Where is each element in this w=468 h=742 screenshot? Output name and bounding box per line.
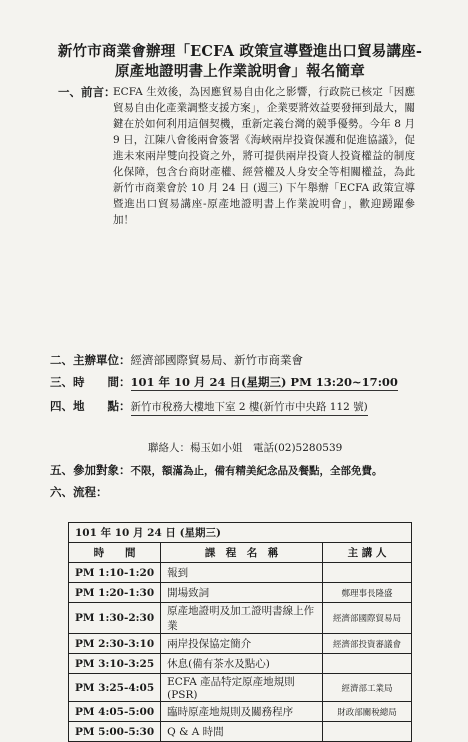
row-time: PM 2:30-3:10 (69, 634, 161, 654)
row-speaker (323, 654, 412, 674)
audience-label: 五、參加對象： (50, 463, 131, 477)
row-speaker (323, 563, 412, 583)
schedule-header-row (69, 543, 412, 563)
venue-row (50, 398, 368, 416)
row-speaker: 經濟部國際貿易局 (323, 603, 412, 634)
row-speaker: 經濟部工業局 (323, 674, 412, 702)
time-row (50, 374, 398, 391)
header-time: 時 間 (69, 543, 161, 563)
row-time: PM 5:00-5:30 (69, 722, 161, 742)
organizer-value: 經濟部國際貿易局、新竹市商業會 (130, 353, 303, 367)
row-time: PM 4:05-5:00 (69, 702, 161, 722)
row-time: PM 3:10-3:25 (69, 654, 161, 674)
table-row (69, 583, 412, 603)
header-speaker: 主 講 人 (323, 543, 412, 563)
row-speaker: 鄭理事長隆盛 (323, 583, 412, 603)
preface-paragraph: ECFA 生效後，為因應貿易自由化之影響，行政院已核定「因應貿易自由化產業調整支援方案」，企業要將效益要發揮到最大，關鍵在於如何利用這個契機，重新定義台灣的競爭優勢。今年 8 月 9 日，江陳八會後兩會簽署《海峽兩岸投資保護和促進協議》，促進未來兩岸雙向投資之外，將可提供兩岸投資人投資權益的制度化保障，包含台商財產權、經營權及人身安全等相關權益，為此新竹市商業會於 10 月 24 日 (週三) 下午舉辦「ECFA 政策宣導暨進出口貿易講座-原產地證明書上作業說明會」，歡迎踴躍參加！ (113, 86, 415, 226)
venue-label: 四、地 點： (50, 399, 131, 413)
time-label: 三、時 間： (50, 375, 131, 389)
organizer-row (50, 352, 303, 368)
table-row (69, 702, 412, 722)
table-row (69, 654, 412, 674)
table-row (69, 722, 412, 742)
row-course: 休息(備有茶水及點心) (161, 654, 323, 674)
row-course: ECFA 產品特定原產地規則(PSR) (161, 674, 323, 702)
title-line-1: 新竹市商業會辦理「ECFA 政策宣導暨進出口貿易講座- (57, 43, 423, 60)
row-course: 臨時原產地規則及關務程序 (161, 702, 323, 722)
row-course: Q & A 時間 (161, 722, 323, 742)
time-value: 101 年 10 月 24 日(星期三) PM 13:20~17:00 (130, 375, 398, 389)
audience-row (50, 462, 383, 479)
row-speaker: 經濟部投資審議會 (323, 634, 412, 654)
row-time: PM 1:30-2:30 (69, 603, 161, 634)
row-course: 兩岸投保協定簡介 (161, 634, 323, 654)
preface-label: 一、前言： (58, 85, 116, 99)
organizer-label: 二、主辦單位： (50, 353, 131, 367)
audience-value: 不限，額滿為止，備有精美紀念品及餐點，全部免費。 (130, 465, 383, 477)
row-course: 報到 (161, 563, 323, 583)
table-row (69, 674, 412, 702)
row-course: 原產地證明及加工證明書線上作業 (161, 603, 323, 634)
schedule-date: 101 年 10 月 24 日 (星期三) (69, 523, 412, 543)
row-speaker: 財政部關稅總局 (323, 702, 412, 722)
preface-text (113, 84, 415, 228)
schedule-date-row (69, 523, 412, 543)
row-course: 開場致詞 (161, 583, 323, 603)
venue-value: 新竹市稅務大樓地下室 2 樓(新竹市中央路 112 號) (131, 399, 368, 416)
header-course: 課 程 名 稱 (161, 543, 323, 563)
table-row (69, 634, 412, 654)
flow-label: 六、流程： (50, 485, 108, 499)
row-time: PM 3:25-4:05 (69, 674, 161, 702)
row-time: PM 1:10-1:20 (69, 563, 161, 583)
schedule-table (68, 522, 412, 742)
contact-line: 聯絡人：楊玉如小姐 電話(02)5280539 (148, 442, 343, 454)
row-speaker (323, 722, 412, 742)
title-line-2: 原產地證明書上作業說明會」報名簡章 (115, 63, 365, 80)
table-row (69, 603, 412, 634)
table-row (69, 563, 412, 583)
row-time: PM 1:20-1:30 (69, 583, 161, 603)
